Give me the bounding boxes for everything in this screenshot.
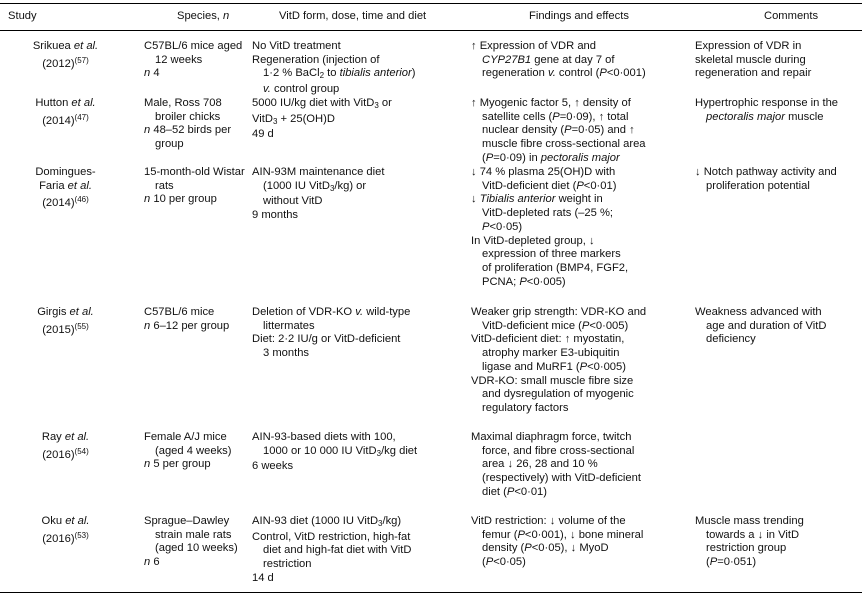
comments-cell: Hypertrophic response in the pectoralis major muscle (695, 97, 839, 123)
species-cell: Male, Ross 708 broiler chicks n 48–52 birds per group (144, 97, 232, 151)
findings-cell: VitD restriction: ↓ volume of the femur (P<0·001), ↓ bone mineral density (P<0·05), ↓ MyoD (P<0·05) (471, 515, 644, 569)
vitd-cell: AIN-93 diet (1000 IU VitD$_3$/kg) Control, VitD restriction, high-fat diet and high-fat diet with VitD restriction 14 d (252, 515, 412, 584)
comments-cell: ↓ Notch pathway activity and proliferation potential (695, 166, 837, 192)
table-top-rule (0, 3, 862, 4)
findings-cell: ↑ Myogenic factor 5, ↑ density of satellite cells (P=0·09), ↑ total nuclear density (P=0·05) and ↑ muscle fibre cross-sectional area (P=0·09) in pectoralis major (471, 97, 646, 164)
findings-cell: ↓ 74 % plasma 25(OH)D with VitD-deficient diet (P<0·01) ↓ Tibialis anterior weight in VitD-depleted rats (–25 %; P<0·05) In VitD-depleted group, ↓ expression of three markers of proliferation (BMP4, FGF2, PCNA; P<0·005) (471, 166, 629, 288)
species-cell: Female A/J mice (aged 4 weeks) n 5 per group (144, 431, 232, 471)
findings-cell: Maximal diaphragm force, twitch force, and fibre cross-sectional area ↓ 26, 28 and 10 % (respectively) with VitD-deficient diet (P<0·01) (471, 431, 641, 498)
vitd-cell: Deletion of VDR-KO v. wild-type littermates Diet: 2·2 IU/g or VitD-deficient 3 months (252, 306, 411, 360)
species-cell: 15-month-old Wistar rats n 10 per group (144, 166, 245, 206)
table-bottom-rule (0, 592, 862, 593)
study-cell: Domingues- Faria et al. $(2014)^{(46)}$ (35, 166, 96, 210)
header-study: Study (8, 10, 37, 22)
study-cell: Ray et al. $(2016)^{(54)}$ (41, 431, 90, 461)
study-cell: Oku et al. $(2016)^{(53)}$ (41, 515, 90, 545)
study-cell: Girgis et al. $(2015)^{(55)}$ (37, 306, 94, 336)
comments-cell: Expression of VDR in skeletal muscle during regeneration and repair (695, 40, 812, 80)
vitd-cell: 5000 IU/kg diet with VitD$_3$ or VitD$_3$ + 25(OH)D 49 d (252, 97, 392, 141)
species-cell: Sprague–Dawley strain male rats (aged 10 weeks) n 6 (144, 515, 238, 569)
vitd-cell: No VitD treatment Regeneration (injection of 1·2 % BaCl$_2$ to tibialis anterior) v. control group (252, 40, 416, 96)
species-cell: C57BL/6 mice n 6–12 per group (144, 306, 230, 332)
findings-cell: ↑ Expression of VDR and CYP27B1 gene at day 7 of regeneration v. control (P<0·001) (471, 40, 646, 80)
vitd-cell: AIN-93-based diets with 100, 1000 or 10 000 IU VitD$_3$/kg diet 6 weeks (252, 431, 418, 473)
comments-cell: Muscle mass trending towards a ↓ in VitD restriction group (P=0·051) (695, 515, 804, 569)
comments-cell: Weakness advanced with age and duration of VitD deficiency (695, 306, 827, 346)
header-species: Species, n (177, 10, 230, 22)
header-findings: Findings and effects (529, 10, 629, 22)
header-vitd: VitD form, dose, time and diet (279, 10, 427, 22)
header-comments: Comments (764, 10, 819, 22)
header-rule (0, 30, 862, 31)
study-cell: Hutton et al. $(2014)^{(47)}$ (35, 97, 96, 127)
findings-cell: Weaker grip strength: VDR-KO and VitD-deficient mice (P<0·005) VitD-deficient diet: ↑ myostatin, atrophy marker E3-ubiquitin ligase and MuRF1 (P<0·005) VDR-KO: small muscle fibre size and dysregulation of myogenic regulatory factors (471, 306, 647, 414)
study-cell: Srikuea et al. $(2012)^{(57)}$ (32, 40, 99, 70)
vitd-cell: AIN-93M maintenance diet (1000 IU VitD$_3$/kg) or without VitD 9 months (252, 166, 385, 222)
species-cell: C57BL/6 mice aged 12 weeks n 4 (144, 40, 243, 80)
